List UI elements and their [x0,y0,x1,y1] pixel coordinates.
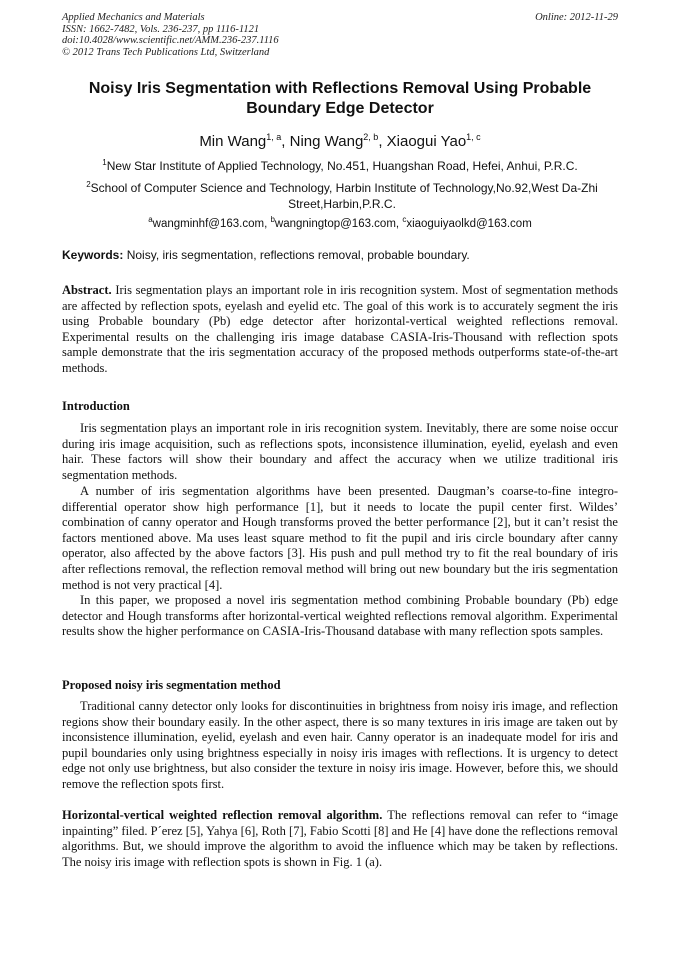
affiliation-text: New Star Institute of Applied Technology, No.451, Huangshan Road, Hefei, Anhui, P.R.C. [106,159,578,173]
email-link[interactable]: wangningtop@163.com [274,217,396,230]
introduction-paragraph-1: Iris segmentation plays an important role in iris recognition system. Inevitably, there are some noise occur during iris image acquisition, such as reflections spots, inconsistence illumination, eyelid, eyelash and even hair. These factors will show their boundary and affect the accuracy when we utilize traditional iris segmentation methods. [62,421,618,482]
author-name: Min Wang [199,133,267,150]
proposed-method-paragraph: Traditional canny detector only looks for discontinuities in brightness from noisy iris image, and reflection regions show their boundary easily. In the other aspect, there is so many textures in iris image are taken out by inconsistence illumination, eyelid, eyelash and even hair. Canny operator is an inadequate model for iris and pupil boundaries only using brightness especially in noisy iris images with reflections. It is urgency to detect edge not only use brightness, but also consider the texture in noisy iris image. However, before this, we should remove the reflection spots first. [62,699,618,791]
introduction-heading: Introduction [62,399,130,413]
keywords [62,248,618,262]
author-list: Min Wang$^{1, a}$, Ning Wang$^{2, b}$, Xiaogui Yao$^{1, c}$ [199,132,481,150]
hv-removal-text: The reflections removal can refer to “image inpainting” filed. P´erez [5], Yahya [6], Roth [7], Fabio Scotti [8] and He [4] have done the reflections removal algorithms. But, we should improve the algorithm to avoid the influence which may be taken by reflections. The noisy iris image with reflection spots is shown in Fig. 1 (a). [62,808,618,869]
journal-header [62,12,618,58]
author-name: Ning Wang [289,133,364,150]
abstract-label: Abstract. [62,283,112,297]
abstract-text: Iris segmentation plays an important role in iris recognition system. Most of segmentation methods are affected by reflection spots, eyelash and eyelid etc. The goal of this work is to accurately segment the iris using Probable boundary (Pb) edge detector after horizontal-vertical weighted reflections removal. Experimental results on the challenging iris image database CASIA-Iris-Thousand with reflection spots sample demonstrate that the iris segmentation accuracy of the proposed methods outperforms state-of-the-art methods. [62,283,618,375]
author-name: Xiaogui Yao [386,133,467,150]
author-sup: 2, b [363,132,379,142]
paper-title: Noisy Iris Segmentation with Reflections Removal Using Probable Boundary Edge Detector [88,80,592,117]
hv-removal-paragraph [62,808,618,870]
keywords-label: Keywords: [62,248,124,262]
doi-line: doi:10.4028/www.scientific.net/AMM.236-237.1116 [62,35,279,46]
email-sup: a [148,215,153,224]
abstract [62,283,618,377]
email-link[interactable]: xiaoguiyaolkd@163.com [406,217,532,230]
affiliation-sup: 1 [102,158,107,167]
issn-line: ISSN: 1662-7482, Vols. 236-237, pp 1116-1121 [62,23,260,35]
introduction-paragraph-3: In this paper, we proposed a novel iris segmentation method combining Probable boundary (Pb) edge detector and Hough transforms after horizontal-vertical weighted reflections removal algorithm. Experimental results show the higher performance on CASIA-Iris-Thousand database with many reflection spots samples. [62,593,618,639]
journal-name: Applied Mechanics and Materials [62,12,205,23]
keywords-text: Noisy, iris segmentation, reflections removal, probable boundary. [126,248,470,262]
author-sup: 1, a [266,132,282,142]
email-link[interactable]: wangminhf@163.com [152,217,265,230]
introduction-paragraph-2: A number of iris segmentation algorithms have been presented. Daugman’s coarse-to-fine integro-differential operator show high performance [1], but it needs to locate the pupil center first. Wildes’ combination of canny operator and Hough transforms proved the better performance [2], but it can’t resist the factors mentioned above. Ma uses least square method to fit the pupil and iris circle boundary after canny operator, also affected by the above factors [3]. His push and pull method try to fit the real boundary of iris after reflections removal, the reflection removal method will bring out new boundary but the iris segmentation method is not very practical [4]. [62,484,618,592]
hv-removal-label: Horizontal-vertical weighted reflection removal algorithm. [62,808,383,822]
affiliation-sup: 2 [86,180,91,189]
email-list: $^a$wangminhf@163.com, $^b$wangningtop@163.com, $^c$xiaoguiyaolkd@163.com [148,215,532,230]
affiliation-2 [66,177,618,212]
copyright-line: © 2012 Trans Tech Publications Ltd, Switzerland [62,46,270,58]
author-sup: 1, c [466,132,481,142]
email-sup: b [270,215,275,224]
email-sup: c [402,215,407,224]
online-date: Online: 2012-11-29 [535,12,618,23]
proposed-method-heading: Proposed noisy iris segmentation method [62,678,281,692]
affiliation-1 [62,155,618,174]
affiliation-text: School of Computer Science and Technology, Harbin Institute of Technology,No.92,West Da-Zhi Street,Harbin,P.R.C. [90,181,598,211]
